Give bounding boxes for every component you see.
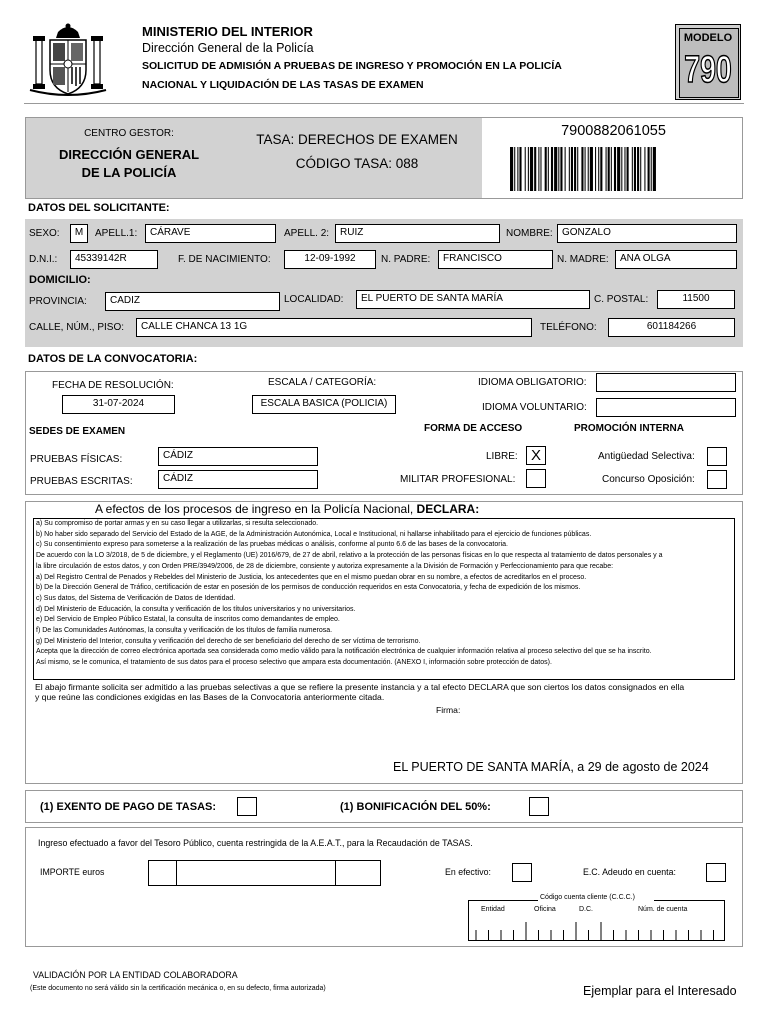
- barcode-bar: [569, 147, 570, 191]
- declaracion-line: b) No haber sido separado del Servicio del Estado de la AGE, de la Administración Autonómica, Local e Institucional, ni hallarse inhabilitado para el ejercicio de funciones públicas.: [36, 530, 592, 538]
- declaracion-line: c) Sus datos, del Sistema de Verificación de Datos de Identidad.: [36, 594, 236, 602]
- sexo-label: SEXO:: [29, 228, 60, 239]
- declaracion-line: e) Del Servicio de Empleo Público Estatal, la consulta de inscritos como demandantes de empleo.: [36, 616, 340, 624]
- ccc-label: Código cuenta cliente (C.C.C.): [540, 894, 635, 901]
- cpostal-field[interactable]: 11500: [657, 290, 735, 309]
- barcode-bar: [571, 147, 573, 191]
- barcode-bar: [514, 147, 515, 191]
- oficina-label: Oficina: [534, 906, 556, 913]
- provincia-field[interactable]: CADIZ: [105, 292, 280, 311]
- barcode-bar: [644, 147, 645, 191]
- tasa-panel: [232, 118, 482, 198]
- direction-title: Dirección General de la Policía: [142, 41, 314, 55]
- pruebas-fisicas-field[interactable]: CÁDIZ: [158, 447, 318, 466]
- barcode-bar: [600, 147, 602, 191]
- declaracion-line: Así mismo, se le comunica, el tratamiento de sus datos para el proceso selectivo que ampara esta documentación. (ANEXO I, información sobre protección de datos).: [36, 659, 552, 667]
- barcode-bar: [595, 147, 596, 191]
- barcode-bar: [538, 147, 539, 191]
- barcode-bar: [614, 147, 616, 191]
- apell1-label: APELL.1:: [95, 228, 138, 239]
- barcode-bar: [617, 147, 620, 191]
- ministry-title: MINISTERIO DEL INTERIOR: [142, 24, 313, 39]
- barcode-bar: [611, 147, 612, 191]
- coat-of-arms-icon: [28, 22, 108, 98]
- lugar-fecha: EL PUERTO DE SANTA MARÍA, a 29 de agosto de 2024: [393, 760, 709, 774]
- pruebas-fisicas-label: PRUEBAS FÍSICAS:: [30, 454, 123, 465]
- barcode-icon: [510, 147, 725, 191]
- firma-label: Firma:: [436, 705, 461, 715]
- barcode-bar: [565, 147, 566, 191]
- importe-divider-right: [335, 861, 336, 885]
- fecha-resolucion-label: FECHA DE RESOLUCIÓN:: [52, 380, 174, 391]
- concurso-oposicion-label: Concurso Oposición:: [602, 474, 695, 485]
- declaracion-line: c) Su consentimiento expreso para someterse a la realización de las pruebas médicas o análisis, conforme al punto 6.6 de las bases de la convocatoria.: [36, 541, 508, 549]
- barcode-panel: [485, 118, 742, 198]
- centro-gestor-panel: [26, 118, 232, 198]
- barcode-bar: [627, 147, 629, 191]
- ejemplar-label: Ejemplar para el Interesado: [583, 984, 737, 998]
- num-cuenta-label: Núm. de cuenta: [638, 906, 688, 913]
- apell2-label: APELL. 2:: [284, 228, 330, 239]
- dni-label: D.N.I.:: [29, 254, 58, 265]
- apell1-field[interactable]: CÁRAVE: [145, 224, 276, 243]
- sedes-label: SEDES DE EXAMEN: [29, 426, 126, 437]
- pruebas-escritas-field[interactable]: CÁDIZ: [158, 470, 318, 489]
- calle-label: CALLE, NÚM., PISO:: [29, 322, 125, 333]
- barcode-bar: [632, 147, 633, 191]
- localidad-field[interactable]: EL PUERTO DE SANTA MARÍA: [356, 290, 590, 309]
- form-title-line2: NACIONAL Y LIQUIDACIÓN DE LAS TASAS DE EXAMEN: [142, 79, 424, 91]
- modelo-number: 790: [684, 49, 732, 91]
- firmante-line2: y que reúne las condiciones exigidas en las Bases de la Convocatoria anteriormente citada.: [35, 692, 385, 702]
- declaracion-intro-text: A efectos de los procesos de ingreso en la Policía Nacional,: [95, 502, 417, 516]
- idioma-voluntario-label: IDIOMA VOLUNTARIO:: [482, 402, 587, 413]
- libre-label: LIBRE:: [486, 451, 518, 462]
- barcode-bar: [548, 147, 549, 191]
- apell2-field[interactable]: RUIZ: [335, 224, 500, 243]
- dc-label: D.C.: [579, 906, 593, 913]
- tasa-line2: CÓDIGO TASA: 088: [295, 156, 419, 171]
- ingreso-text: Ingreso efectuado a favor del Tesoro Público, cuenta restringida de la A.E.A.T., para la Recaudación de TASAS.: [38, 838, 473, 848]
- barcode-bar: [560, 147, 562, 191]
- barcode-bar: [534, 147, 536, 191]
- efectivo-checkbox[interactable]: [512, 863, 532, 882]
- bonificacion-label: (1) BONIFICACIÓN DEL 50%:: [340, 801, 491, 813]
- barcode-bar: [606, 147, 607, 191]
- militar-profesional-label: MILITAR PROFESIONAL:: [400, 474, 516, 485]
- cpostal-label: C. POSTAL:: [594, 294, 649, 305]
- barcode-bar: [653, 147, 656, 191]
- domicilio-label: DOMICILIO:: [29, 274, 91, 286]
- barcode-bar: [574, 147, 576, 191]
- barcode-bar: [517, 147, 518, 191]
- efectivo-label: En efectivo:: [445, 867, 491, 877]
- centro-gestor-line1: DIRECCIÓN GENERAL: [58, 147, 200, 162]
- bonificacion-checkbox[interactable]: [529, 797, 549, 816]
- declaracion-line: f) De las Comunidades Autónomas, la consulta y verificación de los títulos de familia numerosa.: [36, 627, 333, 635]
- declaracion-box: [33, 518, 735, 680]
- barcode-bar: [528, 147, 529, 191]
- declaracion-line: a) Su compromiso de portar armas y en su caso llegar a utilizarlas, si resulta seleccionado.: [36, 520, 319, 527]
- barcode-bar: [581, 147, 583, 191]
- nombre-field[interactable]: GONZALO: [557, 224, 737, 243]
- localidad-label: LOCALIDAD:: [284, 294, 344, 305]
- barcode-bar: [624, 147, 625, 191]
- barcode-bar: [540, 147, 541, 191]
- exento-checkbox[interactable]: [237, 797, 257, 816]
- centro-gestor-line2: DE LA POLICÍA: [81, 165, 177, 180]
- declaracion-line: la libre circulación de estos datos, y con Orden PRE/3949/2006, de 28 de diciembre, consiente y autoriza expresamente a la División de Formación y Perfeccionamiento para que recabe:: [36, 562, 614, 570]
- barcode-bar: [525, 147, 526, 191]
- adeudo-label: E.C. Adeudo en cuenta:: [583, 867, 676, 877]
- barcode-number: 7900882061055: [561, 123, 666, 139]
- centro-gestor-label: CENTRO GESTOR:: [84, 128, 174, 139]
- importe-label: IMPORTE euros: [40, 867, 105, 877]
- concurso-oposicion-checkbox[interactable]: [707, 470, 727, 489]
- antiguedad-selectiva-checkbox[interactable]: [707, 447, 727, 466]
- padre-label: N. PADRE:: [381, 254, 431, 265]
- idioma-obligatorio-label: IDIOMA OBLIGATORIO:: [478, 377, 587, 388]
- barcode-bar: [577, 147, 578, 191]
- dni-field[interactable]: 45339142R: [70, 250, 158, 269]
- header-divider: [24, 103, 744, 104]
- sexo-field[interactable]: M: [70, 224, 88, 243]
- declaracion-line: b) De la Dirección General de Tráfico, certificación de estar en posesión de los permisos de conducción requeridos en esta Convocatoria, y fecha de expedición de los mismos.: [36, 584, 581, 592]
- fecha-resolucion-field[interactable]: 31-07-2024: [62, 395, 175, 414]
- declaracion-intro-bold: DECLARA:: [416, 502, 480, 516]
- barcode-bar: [640, 147, 641, 191]
- tasa-line1: TASA: DERECHOS DE EXAMEN: [256, 132, 458, 147]
- firmante-line1: El abajo firmante solicita ser admitido a las pruebas selectivas a que se refiere la presente instancia y a tal efecto DECLARA que son ciertos los datos consignados en ella: [35, 682, 685, 692]
- convocatoria-section-title: DATOS DE LA CONVOCATORIA:: [28, 353, 198, 365]
- libre-checkbox[interactable]: X: [526, 446, 546, 465]
- antiguedad-selectiva-label: Antigüedad Selectiva:: [598, 451, 695, 462]
- declaracion-line: De acuerdo con la LO 3/2018, de 5 de diciembre, y el Reglamento (UE) 2016/679, de 27 de abril, relativo a la protección de las personas físicas en lo que respecta al tratamiento de datos personales y a: [36, 552, 663, 560]
- calle-field[interactable]: CALLE CHANCA 13 1G: [136, 318, 532, 337]
- barcode-bar: [608, 147, 610, 191]
- provincia-label: PROVINCIA:: [29, 296, 87, 307]
- declaracion-line: d) Del Ministerio de Educación, la consulta y verificación de los títulos universitarios y no universitarios.: [36, 605, 356, 613]
- ccc-field[interactable]: [468, 894, 725, 941]
- modelo-box: [675, 24, 741, 100]
- solicitante-section-title: DATOS DEL SOLICITANTE:: [28, 202, 170, 214]
- idioma-voluntario-field[interactable]: [596, 398, 736, 417]
- escala-field[interactable]: ESCALA BASICA (POLICIA): [252, 395, 396, 414]
- madre-field[interactable]: ANA OLGA: [615, 250, 737, 269]
- barcode-bar: [588, 147, 589, 191]
- importe-divider-left: [176, 861, 177, 885]
- adeudo-checkbox[interactable]: [706, 863, 726, 882]
- modelo-label: MODELO: [683, 32, 733, 44]
- barcode-bar: [637, 147, 639, 191]
- forma-acceso-label: FORMA DE ACCESO: [424, 423, 523, 434]
- entidad-label: Entidad: [481, 906, 505, 913]
- nacimiento-label: F. DE NACIMIENTO:: [178, 254, 271, 265]
- declaracion-line: g) Del Ministerio del Interior, consulta y verificación del derecho de ser beneficiario del derecho de ser víctima de terrorismo.: [36, 637, 421, 645]
- barcode-bar: [651, 147, 652, 191]
- form-title-line1: SOLICITUD DE ADMISIÓN A PRUEBAS DE INGRESO Y PROMOCIÓN EN LA POLICÍA: [142, 60, 562, 72]
- militar-profesional-checkbox[interactable]: [526, 469, 546, 488]
- barcode-bar: [590, 147, 593, 191]
- barcode-bar: [621, 147, 622, 191]
- barcode-bar: [648, 147, 650, 191]
- nacimiento-field[interactable]: 12-09-1992: [284, 250, 376, 269]
- padre-field[interactable]: FRANCISCO: [438, 250, 553, 269]
- barcode-bar: [554, 147, 557, 191]
- validacion-label: VALIDACIÓN POR LA ENTIDAD COLABORADORA: [33, 970, 238, 980]
- telefono-label: TELÉFONO:: [540, 322, 597, 333]
- declaracion-line: Acepta que la dirección de correo electrónica aportada sea considerada como medio válido para la notificación electrónica de cualquier información relativa al proceso selectivo del que se ha inscrito.: [36, 648, 652, 656]
- madre-label: N. MADRE:: [557, 254, 609, 265]
- pruebas-escritas-label: PRUEBAS ESCRITAS:: [30, 476, 133, 487]
- importe-field[interactable]: [148, 860, 381, 886]
- barcode-bar: [530, 147, 533, 191]
- declaracion-line: a) Del Registro Central de Penados y Rebeldes del Ministerio de Justicia, los antecedentes que en el mismo puedan obrar en su nombre, a efectos de acreditarlos en el proceso.: [36, 573, 587, 581]
- exento-label: (1) EXENTO DE PAGO DE TASAS:: [40, 801, 217, 813]
- promocion-interna-label: PROMOCIÓN INTERNA: [574, 423, 684, 434]
- nombre-label: NOMBRE:: [506, 228, 553, 239]
- barcode-bar: [558, 147, 559, 191]
- validacion-nota: (Este documento no será válido sin la certificación mecánica o, en su defecto, firma autorizada): [30, 985, 326, 992]
- barcode-bar: [598, 147, 599, 191]
- barcode-bar: [510, 147, 513, 191]
- barcode-bar: [634, 147, 636, 191]
- escala-label: ESCALA / CATEGORÍA:: [268, 377, 377, 388]
- barcode-bar: [585, 147, 586, 191]
- idioma-obligatorio-field[interactable]: [596, 373, 736, 392]
- barcode-bar: [551, 147, 553, 191]
- declaracion-lines: [36, 519, 732, 669]
- declaracion-intro: [95, 502, 479, 516]
- telefono-field[interactable]: 601184266: [608, 318, 735, 337]
- barcode-bar: [519, 147, 521, 191]
- barcode-bar: [545, 147, 547, 191]
